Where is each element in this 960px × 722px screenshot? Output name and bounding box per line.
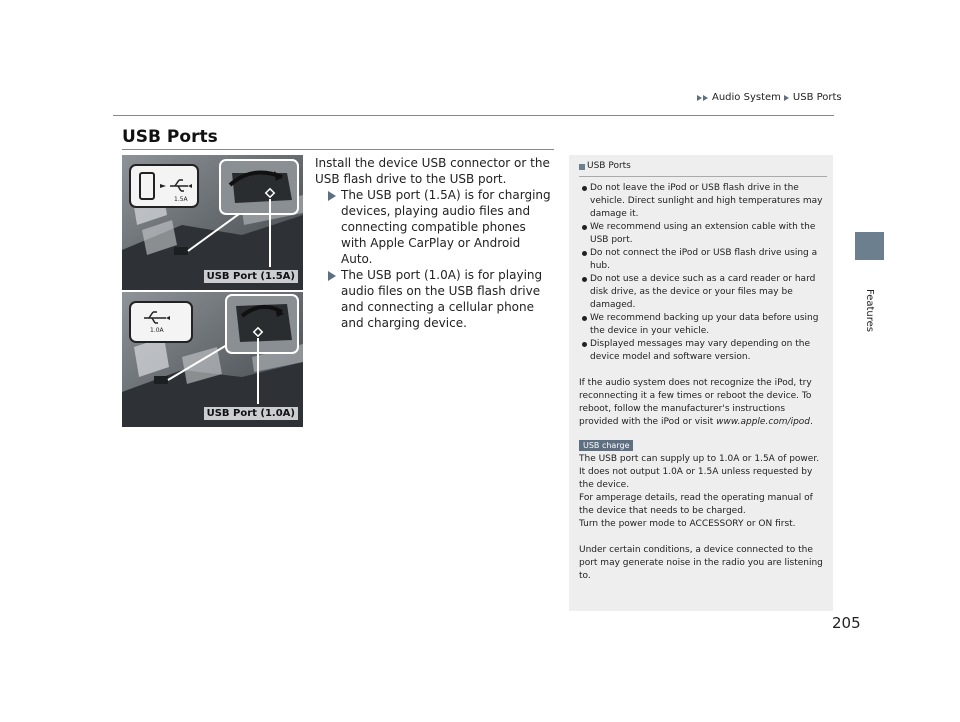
note-marker-icon xyxy=(579,164,585,170)
header-divider xyxy=(113,115,834,116)
bullet-icon xyxy=(582,316,587,321)
list-item xyxy=(579,312,827,338)
note-sidebar xyxy=(569,155,833,611)
apple-link[interactable]: www.apple.com/ipod xyxy=(716,417,811,427)
instruction-item xyxy=(328,267,551,331)
bullet-icon xyxy=(582,342,587,347)
amperage-paragraph: For amperage details, read the operating manual of the device that needs to be charged. xyxy=(579,493,813,516)
list-item xyxy=(579,247,827,273)
breadcrumb-arrow-icon xyxy=(697,95,702,101)
ipod-recognition-paragraph xyxy=(579,377,827,429)
list-item xyxy=(579,182,827,221)
bullet-icon xyxy=(582,186,587,191)
instruction-item-text: The USB port (1.0A) is for playing audio files on the USB flash drive and connecting a cellular phone and charging device. xyxy=(341,268,543,330)
note-heading xyxy=(579,160,827,173)
instruction-item xyxy=(328,187,551,267)
instruction-item-text: The USB port (1.5A) is for charging devices, playing audio files and connecting compatible phones with Apple CarPlay or Android Auto. xyxy=(341,188,551,266)
paragraph-text: If the audio system does not recognize the iPod, try reconnecting it a few times or reboot the device. To reboot, follow the manufacturer's instructions provided with the iPod or visit xyxy=(579,378,812,427)
usb-port-1-5a-caption: USB Port (1.5A) xyxy=(204,270,298,283)
chapter-tab-marker[interactable] xyxy=(855,232,884,260)
list-item-text: Displayed messages may vary depending on the device model and software version. xyxy=(590,339,811,362)
list-item-text: Do not connect the iPod or USB flash drive using a hub. xyxy=(590,248,818,271)
arrow-right-icon xyxy=(328,271,336,281)
breadcrumb-parent[interactable]: Audio System xyxy=(712,92,781,103)
breadcrumb-current: USB Ports xyxy=(792,92,842,103)
note-heading-text: USB Ports xyxy=(587,161,631,171)
breadcrumb-arrow-icon xyxy=(784,95,789,101)
list-item-text: Do not use a device such as a card reader or hard disk drive, as the device or your files may be damaged. xyxy=(590,274,816,310)
usb-port-1-0a-caption: USB Port (1.0A) xyxy=(204,407,298,420)
noise-paragraph: Under certain conditions, a device connected to the port may generate noise in the radio you are listening to. xyxy=(579,545,823,581)
list-item-text: Do not leave the iPod or USB flash drive in the vehicle. Direct sunlight and high temperatures may damage it. xyxy=(590,183,823,219)
power-mode-paragraph: Turn the power mode to ACCESSORY or ON first. xyxy=(579,519,796,529)
bullet-icon xyxy=(582,277,587,282)
chapter-tab-label: Features xyxy=(863,288,875,332)
usb-port-shape xyxy=(154,376,168,384)
amperage-label: 1.5A xyxy=(174,196,188,203)
list-item xyxy=(579,273,827,312)
bullet-icon xyxy=(582,225,587,230)
usb-charge-badge: USB charge xyxy=(579,440,633,451)
note-divider xyxy=(579,176,827,177)
usb-port-1-5a-photo xyxy=(122,155,303,290)
page-number: 205 xyxy=(832,614,861,632)
instructions xyxy=(315,155,551,331)
list-item-text: We recommend using an extension cable with the USB port. xyxy=(590,222,816,245)
list-item xyxy=(579,221,827,247)
arrow-right-icon xyxy=(328,191,336,201)
bullet-icon xyxy=(582,251,587,256)
chapter-tab[interactable] xyxy=(846,264,892,356)
amperage-label: 1.0A xyxy=(150,327,164,334)
usb-port-shape xyxy=(174,247,188,255)
usb-charge-paragraph: The USB port can supply up to 1.0A or 1.5A of power. It does not output 1.0A or 1.5A unless requested by the device. xyxy=(579,454,820,490)
breadcrumb xyxy=(697,92,842,103)
list-item-text: We recommend backing up your data before using the device in your vehicle. xyxy=(590,313,819,336)
list-item xyxy=(579,338,827,364)
usb-port-1-0a-photo xyxy=(122,292,303,427)
paragraph-end: . xyxy=(810,417,813,427)
intro-text: Install the device USB connector or the USB flash drive to the USB port. xyxy=(315,156,550,186)
breadcrumb-arrow-icon xyxy=(703,95,708,101)
note-bullet-list xyxy=(579,182,827,364)
section-title: USB Ports xyxy=(122,127,218,147)
title-divider xyxy=(122,149,554,150)
